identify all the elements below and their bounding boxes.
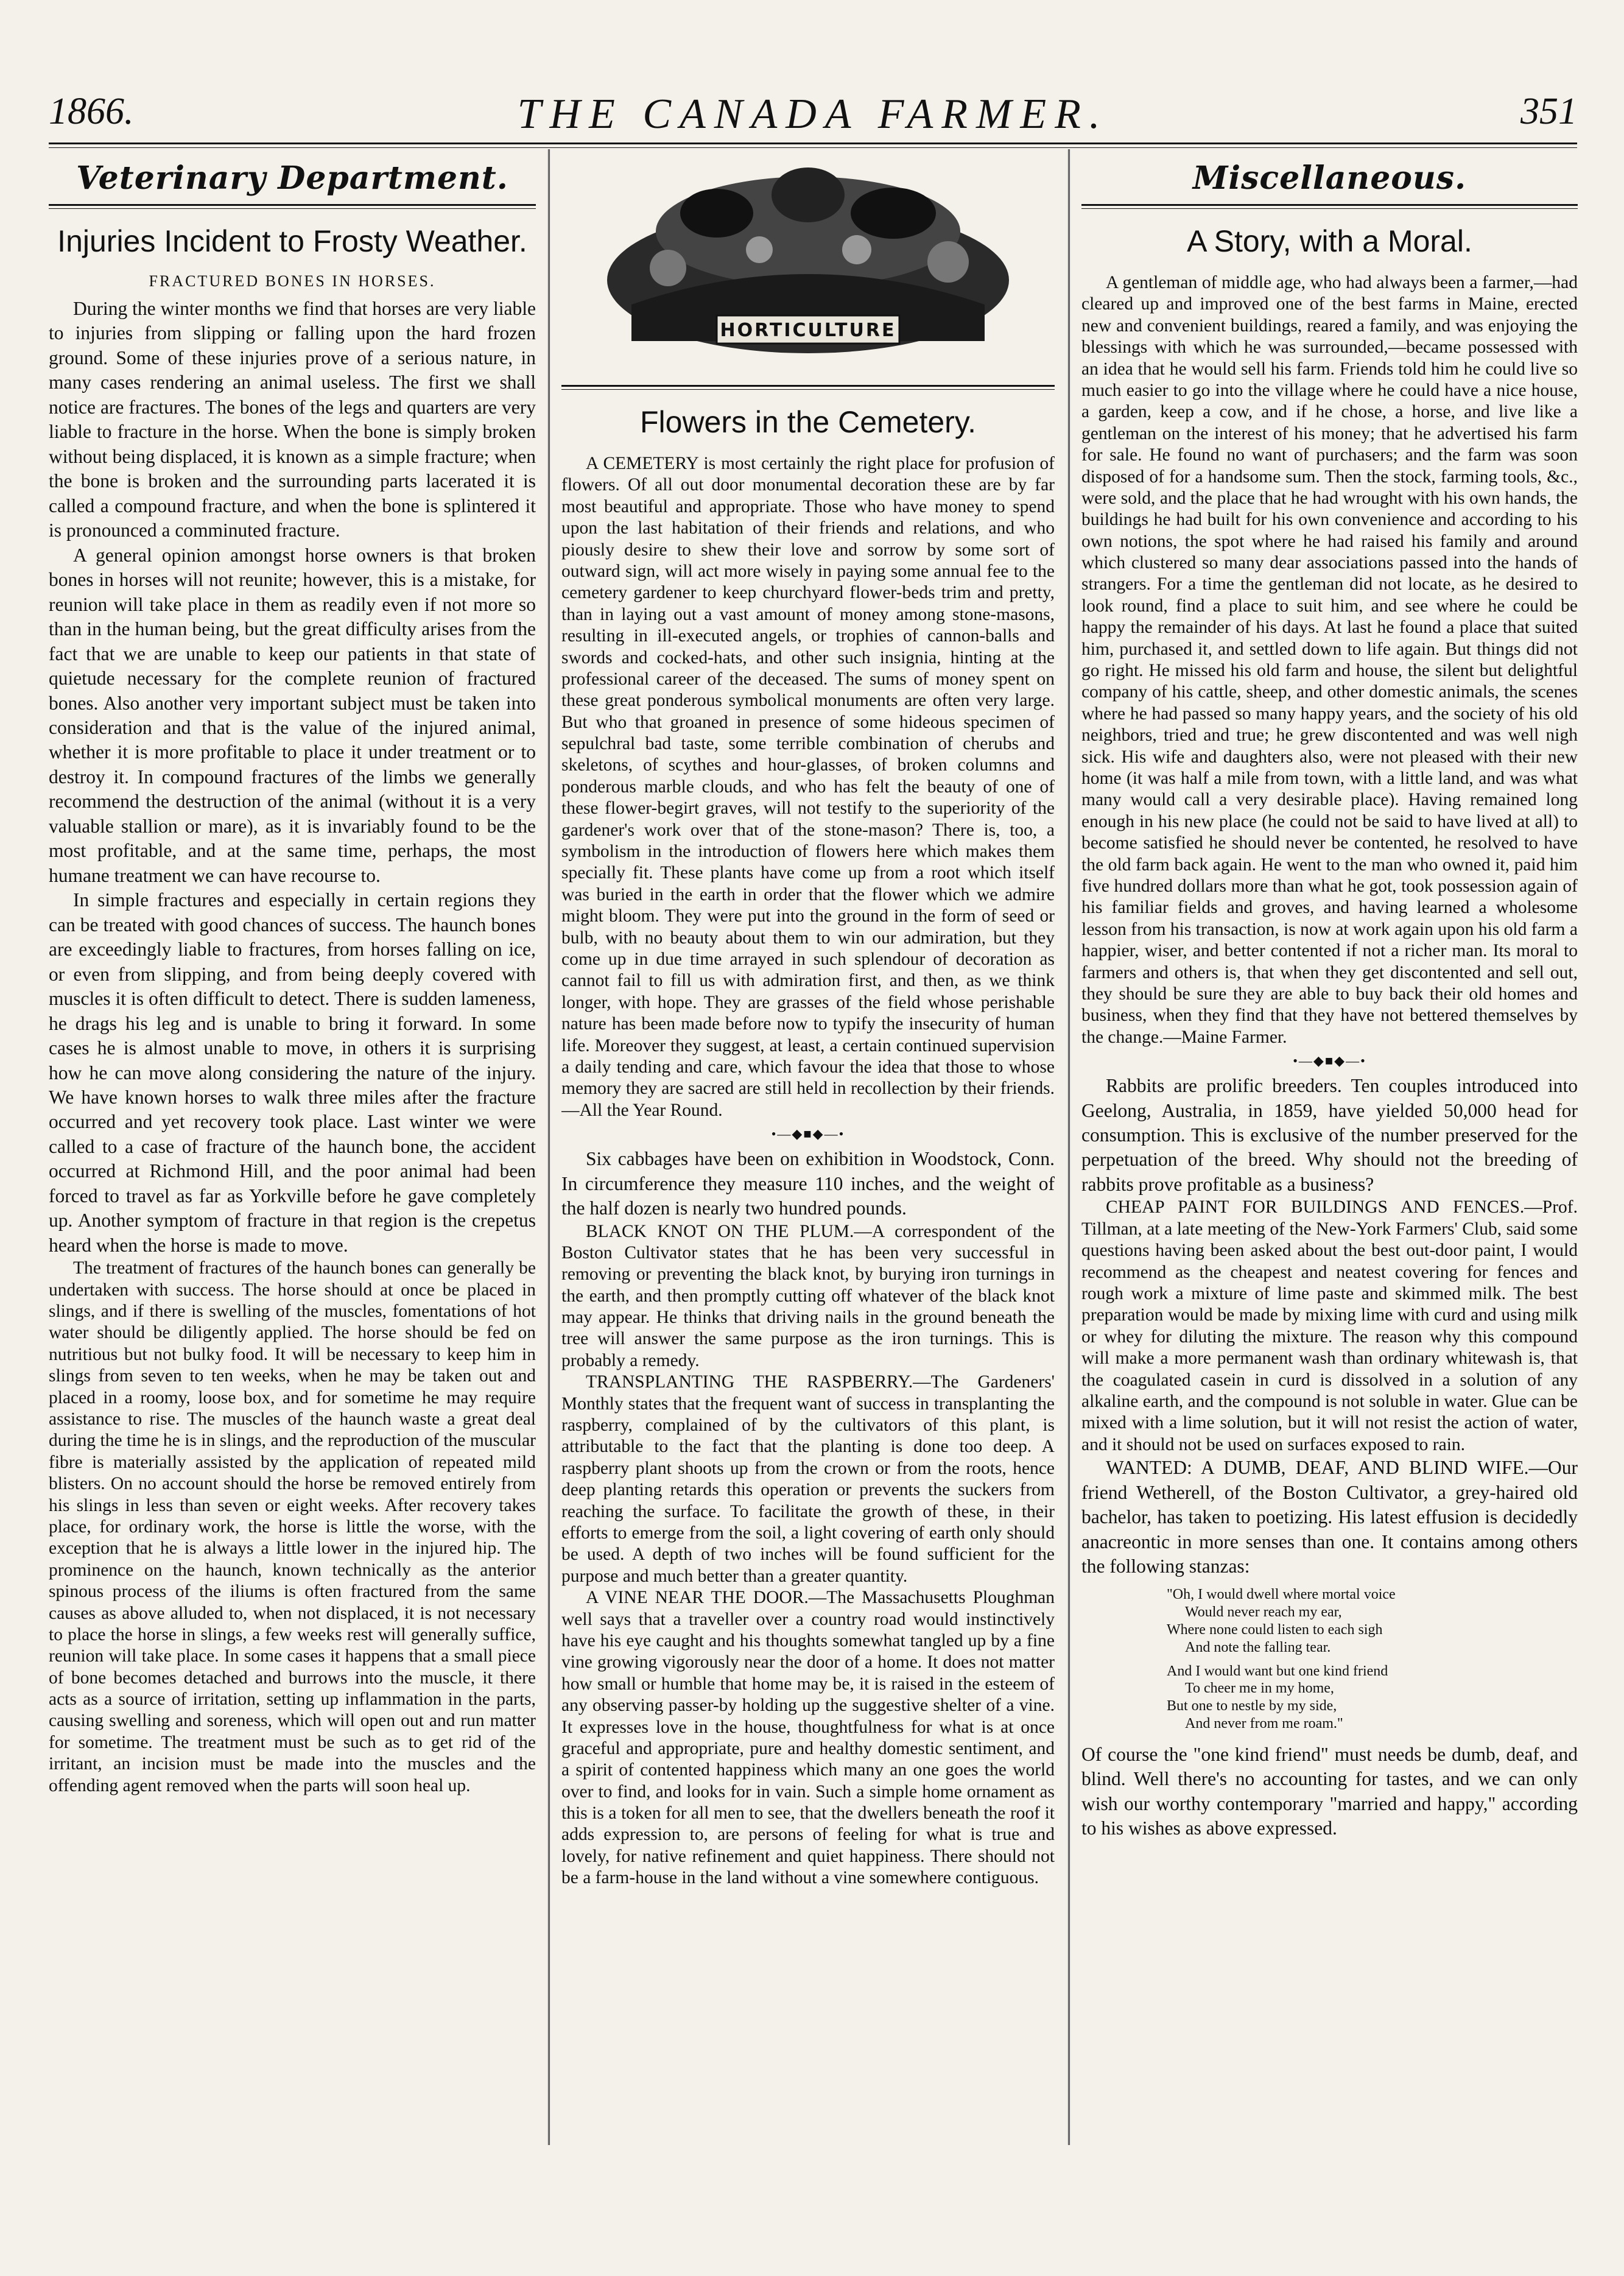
article-heading: Injuries Incident to Frosty Weather.	[57, 224, 527, 258]
ornament-divider: •—◆■◆—•	[1293, 1053, 1366, 1069]
column-divider	[1068, 149, 1070, 2145]
column-miscellaneous	[1081, 152, 1578, 2142]
article-paragraph: In simple fractures and especially in certain regions they can be treated with good chances of success. The haunch bones are exceedingly liable to fractures, from horses falling on ice, or even from slipping, and from being deeply covered with muscles it is often difficult to detect. There is sudden lameness, he drags his leg and is unable to bring it forward. In some cases he is almost unable to move, in others it is surprising how he can move along considering the nature of the injury. We have known horses to walk three miles after the fracture occurred and yet recovery took place. Last winter we were called to a case of fracture of the haunch bone, the accident occurred at Richmond Hill, and the poor animal had been forced to travel as far as Yorkville before he gave completely up. Another symptom of fracture in that region is the crepetus heard when the horse is made to move.	[49, 889, 536, 1256]
article-paragraph: A gentleman of middle age, who had always been a farmer,—had cleared up and improved one of the best farms in Maine, erected new and convenient buildings, reared a family, and was enjoying the blessings with which he was surrounded,—became possessed with an idea that he would sell his farm. Friends told him he could live so much easier to go into the village where he could have a nice house, a garden, keep a cow, and if he chose, a horse, and live like a gentleman on the interest of his money; that he advertised his farm for sale. He found no want of purchasers; and the farm was soon disposed of for a handsome sum. Then the stock, farming tools, &c., were sold, and the place that he had wrought with his own hands, the buildings he had built for his own convenience and according to his own notions, the spot where he had raised his family and around which clustered so many dear associations passed into the hands of strangers. For a time the gentleman did not locate, as he desired to look round, find a place to suit him, and see where he could be happy the remainder of his days. At last he found a place that suited him, purchased it, and settled down to life again. But things did not go right. He missed his old farm and house, the silent but delightful company of his cattle, sheep, and other domestic animals, the scenes where he had passed so many happy years, and the society of his old neighbors, tried and true; he grew discontented and was well nigh sick. His wife and daughters also, were not pleased with their new home (it was half a mile from town, with a little land, and was what many would call a very desirable place). Having remained long enough in his new place (he could not be said to have lived at all) to become satisfied he should never be contented, he resolved to have the old farm back again. He went to the man who owned it, paid him five hundred dollars more than what he got, took possession again of his familiar fields and groves, and having learned a wholesome lesson from his transaction, is now at work again upon his old farm a happier, wiser, and better contented if not a richer man. Its moral to farmers and others is, that when they get discontented and sell out, they should be sure they are able to buy back their old homes and business, when they find that they have not bettered themselves by the change.—Maine Farmer.	[1081, 273, 1578, 1047]
department-title: Veterinary Department.	[76, 160, 508, 197]
article-paragraph: A general opinion amongst horse owners is that broken bones in horses will not reunite; however, this is a mistake, for reunion will take place in them as readily even if not more so than in the human being, but the great difficulty arises from the fact that we are unable to keep our patients in that state of quietude necessary for the complete reunion of fractured bones. Also another very important subject must be taken into consideration and that is the value of the injured animal, whether it is more profitable to place it under treatment or to destroy it. In compound fractures of the limbs we generally recommend the destruction of the animal (without it is a very valuable stallion or mare), as it is invariably found to be the most profitable, and at the same time, perhaps, the most humane treatment we can have recourse to.	[49, 544, 536, 886]
poem-line: And never from me roam."	[1185, 1716, 1343, 1732]
poem-line: Where none could listen to each sigh	[1167, 1622, 1383, 1638]
article-paragraph: Six cabbages have been on exhibition in Woodstock, Conn. In circumference they measure 110 inches, and the weight of the half dozen is nearly two hundred pounds.	[561, 1148, 1055, 1219]
department-title: Miscellaneous.	[1192, 160, 1467, 197]
horticulture-banner-illustration	[577, 158, 1039, 378]
header-rule	[49, 143, 1577, 148]
header-year: 1866.	[49, 91, 134, 132]
poem-stanzas	[1167, 1586, 1578, 1732]
article-paragraph: CHEAP PAINT FOR BUILDINGS AND FENCES.—Prof. Tillman, at a late meeting of the New-York Farmers' Club, said some questions having been asked about the best out-door paint, I would recommend as the cheapest and neatest covering for fences and rough work a mixture of lime paste and skimmed milk. The best preparation would be made by mixing lime with curd and using milk or whey for diluting the mixture. The reason why this compound will make a more permanent wash than ordinary whitewash is, that the coagulated casein in curd is dissolved in a solution of any alkaline earth, and the compound is not soluble in water. Glue can be mixed with a lime solution, but it will not resist the action of water, and it should not be used on surfaces exposed to rain.	[1081, 1197, 1578, 1454]
column-veterinary	[49, 152, 536, 2142]
column-divider	[548, 149, 550, 2145]
page-number: 351	[1520, 91, 1577, 132]
poem-line: To cheer me in my home,	[1185, 1680, 1334, 1697]
article-paragraph: A CEMETERY is most certainly the right place for profusion of flowers. Of all out door monumental decoration these are by far most beautiful and appropriate. Those who have money to spend upon the last habitation of their friends and relations, and who piously desire to shew their love and sorrow by some sort of outward sign, will act more wisely in paying some annual fee to the cemetery gardener to keep churchyard flower-beds trim and pretty, than in laying out a vast amount of money among stone-masons, resulting in ill-executed angels, or trophies of cannon-balls and swords and cocked-hats, and other such insignia, hinting at the professional career of the deceased. The sums of money spent on these great ponderous symbolical monuments are often very large. But who that groaned in presence of some hideous specimen of sepulchral bad taste, some terrible combination of cherubs and skeletons, of scythes and hour-glasses, of broken columns and ponderous marble clouds, and who has felt the beauty of one of these flower-begirt graves, will not testify to the superiority of the gardener's work over that of the stone-mason? There is, too, a symbolism in the introduction of flowers here which makes them specially fit. These plants have come up from a root which itself was buried in the earth in order that the flower which we admire might bloom. They were put into the ground in the form of seed or bulb, with no beauty about them to win our admiration, but they come up in due time arrayed in such splendour of decoration as cannot fail to fill us with admiration first, and then, as we think longer, with hope. They are grasses of the field whose perishable nature has been made before now to typify the insecurity of human life. Moreover they suggest, at least, a certain continued supervision a daily tending and care, which favour the idea that those to whose memory they are sacred are still held in recollection by their friends.—All the Year Round.	[561, 454, 1055, 1120]
section-rule	[561, 385, 1055, 390]
article-paragraph: TRANSPLANTING THE RASPBERRY.—The Gardeners' Monthly states that the frequent want of success in transplanting the raspberry, complained of by the cultivators of this plant, is attributable to the fact that the planting is done too deep. A raspberry plant shoots up from the crown or from the roots, hence deep planting retards this operation or prevents the suckers from reaching the surface. To facilitate the growth of these, in their efforts to emerge from the soil, a light covering of earth only should be used. A depth of two inches will be found sufficient for the purpose and much better than a greater quantity.	[561, 1372, 1055, 1586]
banner-label: HORTICULTURE	[720, 320, 896, 341]
article-paragraph: The treatment of fractures of the haunch bones can generally be undertaken with success. The horse should at once be placed in slings, and if there is swelling of the muscles, fomentations of hot water should be diligently applied. The horse should be fed on nutritious but not bulky food. It will be necessary to keep him in slings from seven to ten weeks, when he may be taken out and placed in a roomy, loose box, and for sometime he may require assistance to rise. The muscles of the haunch waste a great deal during the time he is in slings, and the reproduction of the muscular fibre is materially assisted by the application of repeated mild blisters. On no account should the horse be removed entirely from his slings in less than seven or eight weeks. After recovery takes place, for ordinary work, the horse is little the worse, with the exception that he is always a little lower in the injured hip. The prominence on the haunch, known technically as the anterior spinous process of the iliums is often fractured from the same causes as above alluded to, when not displaced, it is not necessary to place the horse in slings, a few weeks rest will generally suffice, reunion will take place. In some cases it happens that a small piece of bone becomes detached and burrows into the muscle, it there acts as a source of irritation, setting up inflammation in the parts, causing swelling and soreness, which will open out and run matter for sometime. The treatment must be such as to get rid of the irritant, an incision must be made into the muscles and the offending agent removed when the parts will soon heal up.	[49, 1258, 536, 1795]
article-paragraph: Rabbits are prolific breeders. Ten couples introduced into Geelong, Australia, in 1859, have yielded 50,000 head for consumption. This is exclusive of the number preserved for the perpetuation of the breed. Why should not the breeding of rabbits prove profitable as a business?	[1081, 1075, 1578, 1195]
article-paragraph: A VINE NEAR THE DOOR.—The Massachusetts Ploughman well says that a traveller over a country road would instinctively have his eye caught and his thoughts somewhat tangled up by a fine vine growing vigorously near the door of a home. It does not matter how small or humble that home may be, it is raised in the esteem of any observing passer-by holding up the suggestive shelter of a vine. It expresses love in the house, thoughtfulness for what is at once graceful and appropriate, pure and healthy domestic sentiment, and a spirit of contented happiness which many an one goes the world over to find, and looks for in vain. Such a simple home ornament as this is a token for all men to see, that the dwellers beneath the roof it adds expression to, are persons of feeling for what is true and lovely, for native refinement and quiet happiness. There should not be a farm-house in the land without a vine somewhere contiguous.	[561, 1588, 1055, 1888]
section-rule	[1081, 204, 1578, 209]
poem-line: "Oh, I would dwell where mortal voice	[1167, 1587, 1396, 1603]
poem-line: But one to nestle by my side,	[1167, 1698, 1337, 1714]
article-paragraph: WANTED: A DUMB, DEAF, AND BLIND WIFE.—Our friend Wetherell, of the Boston Cultivator, a grey-haired old bachelor, has taken to poetizing. His latest effusion is decidedly anacreontic in more senses than one. It contains among others the following stanzas:	[1081, 1457, 1578, 1577]
ornament-divider: •—◆■◆—•	[771, 1126, 845, 1142]
article-paragraph: Of course the "one kind friend" must needs be dumb, deaf, and blind. Well there's no accounting for tastes, and we can only wish our worthy contemporary "married and happy," according to his wishes as above expressed.	[1081, 1743, 1578, 1839]
poem-line: Would never reach my ear,	[1185, 1604, 1342, 1621]
article-paragraph: BLACK KNOT ON THE PLUM.—A correspondent of the Boston Cultivator states that he has been very successful in removing or preventing the black knot, by burying iron turnings in the earth, and then promptly cutting off whatever of the black knot may appear. He thinks that driving nails in the ground beneath the tree will answer the same purpose as the iron turnings. This is probably a remedy.	[561, 1221, 1055, 1370]
masthead-title: THE CANADA FARMER.	[517, 91, 1109, 138]
poem-line: And note the falling tear.	[1185, 1639, 1331, 1655]
running-header	[49, 90, 1577, 145]
article-subheading: FRACTURED BONES IN HORSES.	[149, 272, 436, 290]
article-paragraph: During the winter months we find that horses are very liable to injuries from slipping or falling upon the hard frozen ground. Some of these injuries prove of a serious nature, in many cases rendering an animal useless. The first we shall notice are fractures. The bones of the legs and quarters are very liable to fracture in the horse. When the bone is simply broken without being displaced, it is known as a simple fracture; when the bone is broken and the surrounding parts lacerated it is called a compound fracture, and when the bone is splintered it is pronounced a comminuted fracture.	[49, 298, 536, 541]
article-heading: Flowers in the Cemetery.	[639, 405, 977, 439]
poem-line: And I would want but one kind friend	[1167, 1663, 1388, 1679]
section-rule	[49, 204, 536, 209]
article-heading: A Story, with a Moral.	[1187, 224, 1472, 258]
column-horticulture	[561, 152, 1055, 2142]
